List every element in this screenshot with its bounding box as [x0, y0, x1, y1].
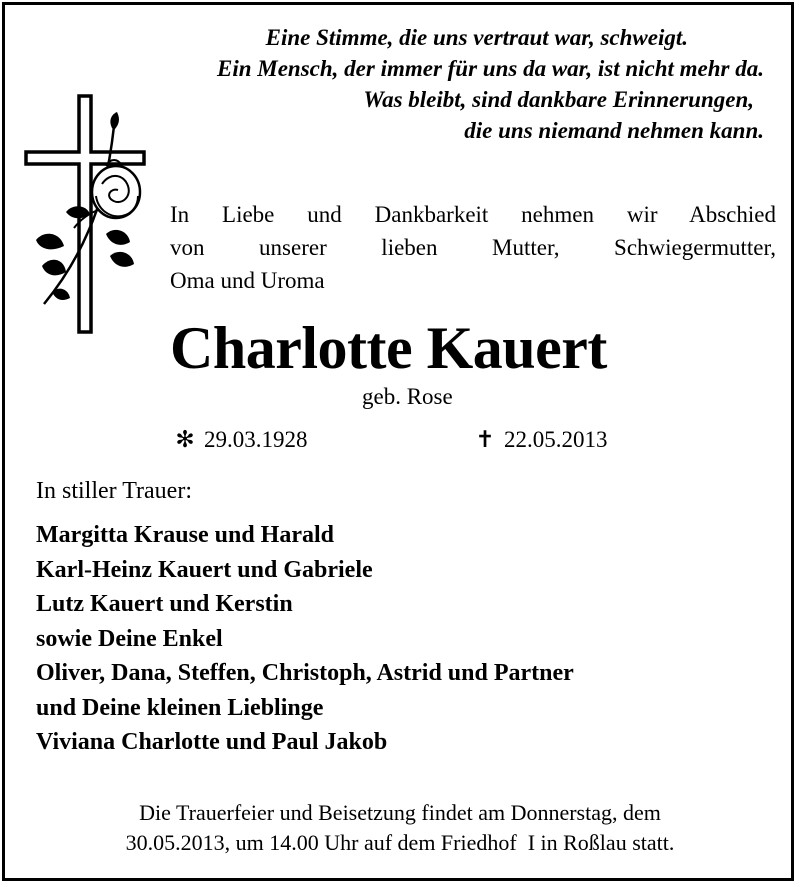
mourner-line: Margitta Krause und Harald — [36, 522, 334, 548]
mourner-line: Viviana Charlotte und Paul Jakob — [36, 729, 388, 755]
deceased-name: Charlotte Kauert — [170, 315, 607, 381]
intro-line: In Liebe und Dankbarkeit nehmen wir Abschied — [170, 202, 776, 227]
service-line: 30.05.2013, um 14.00 Uhr auf dem Friedhof I in Roßlau statt. — [125, 830, 675, 855]
maiden-name: geb. Rose — [362, 384, 453, 409]
cross-death-icon: ✝ — [475, 427, 495, 452]
intro-line: Oma und Uroma — [170, 268, 325, 293]
death-date — [474, 427, 608, 453]
poem-line: die uns niemand nehmen kann. — [464, 118, 764, 143]
birth-date-value: 29.03.1928 — [204, 427, 308, 452]
poem — [217, 22, 764, 146]
cross-with-rose-icon — [22, 92, 152, 337]
death-date-value: 22.05.2013 — [504, 427, 608, 452]
birth-date — [174, 427, 308, 453]
service-line: Die Trauerfeier und Beisetzung findet am Donnerstag, dem — [139, 800, 661, 825]
mourning-heading: In stiller Trauer: — [36, 478, 192, 504]
intro-text — [170, 198, 776, 297]
poem-line: Was bleibt, sind dankbare Erinnerungen, — [363, 87, 754, 112]
asterisk-birth-icon: ✻ — [175, 427, 195, 452]
mourner-line: und Deine kleinen Lieblinge — [36, 694, 324, 721]
mourners-list — [36, 518, 574, 760]
service-info — [20, 798, 780, 858]
mourner-line: Oliver, Dana, Steffen, Christoph, Astrid und Partner — [36, 660, 574, 686]
intro-line: von unserer lieben Mutter, Schwiegermutter, — [170, 235, 776, 260]
mourner-line: sowie Deine Enkel — [36, 625, 223, 652]
poem-line: Eine Stimme, die uns vertraut war, schweigt. — [265, 25, 688, 50]
mourner-line: Lutz Kauert und Kerstin — [36, 591, 293, 617]
poem-line: Ein Mensch, der immer für uns da war, ist nicht mehr da. — [216, 56, 764, 81]
mourner-line: Karl-Heinz Kauert und Gabriele — [36, 556, 373, 583]
